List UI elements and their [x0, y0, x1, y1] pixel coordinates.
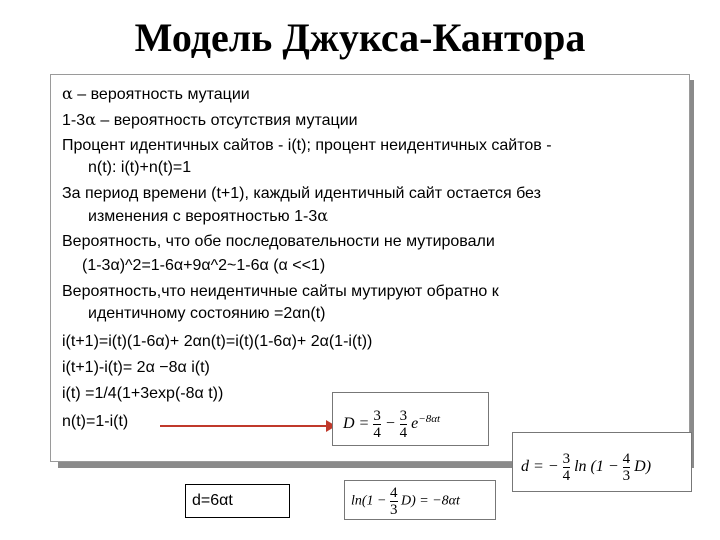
- text-line-9: Вероятность,что неидентичные сайты мутируют обратно к: [62, 283, 499, 300]
- text-line-3: Процент идентичных сайтов - i(t); процент неидентичных сайтов -: [62, 137, 552, 154]
- formula-box-ln: ln(1 − $\frac{4}{3}$ D) = −8αt: [344, 480, 496, 520]
- text-line-6: изменения с вероятностью 1-3α: [88, 206, 329, 225]
- equation-line-3: i(t) =1/4(1+3exp(-8α t)): [62, 385, 224, 402]
- text-line-10: идентичному состоянию =2αn(t): [88, 305, 326, 322]
- d-formula-box: d=6αt: [185, 484, 290, 518]
- formula-box-distance: D = $\frac{3}{4}$ − $\frac{3}{4}$ $e^{-8\alpha t}$: [332, 392, 489, 446]
- equation-line-1: i(t+1)=i(t)(1-6α)+ 2αn(t)=i(t)(1-6α)+ 2α(1-i(t)): [62, 333, 373, 350]
- text-line-2: 1-3α – вероятность отсутствия мутации: [62, 110, 358, 129]
- equation-line-4: n(t)=1-i(t): [62, 413, 129, 430]
- text-line-1: α – вероятность мутации: [62, 84, 250, 103]
- text-line-5: За период времени (t+1), каждый идентичный сайт остается без: [62, 185, 541, 202]
- formula-box-d: d = − $\frac{3}{4}$ ln (1 − $\frac{4}{3}$ D): [512, 432, 692, 492]
- pointer-arrow-line: [160, 425, 328, 427]
- box-shadow-right: [690, 80, 694, 468]
- text-line-8: (1-3α)^2=1-6α+9α^2~1-6α (α <<1): [82, 257, 326, 274]
- equation-line-2: i(t+1)-i(t)= 2α −8α i(t): [62, 359, 210, 376]
- slide-title: Модель Джукса-Кантора: [134, 15, 586, 60]
- text-line-7: Вероятность, что обе последовательности не мутировали: [62, 233, 495, 250]
- text-line-4: n(t): i(t)+n(t)=1: [88, 159, 192, 176]
